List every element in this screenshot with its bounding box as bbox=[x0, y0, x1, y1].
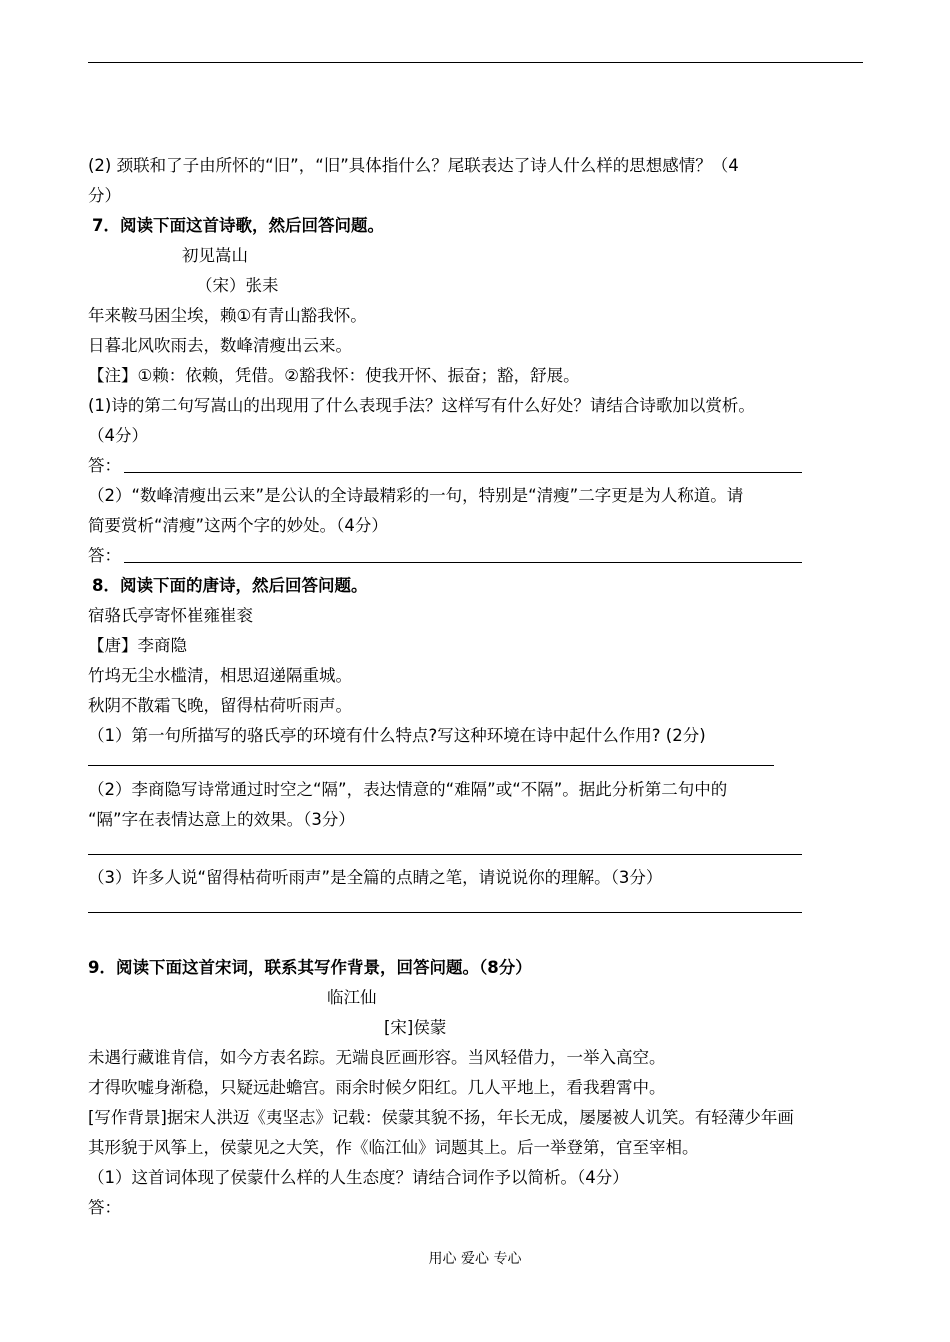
q7-poem-author: （宋）张耒 bbox=[196, 276, 279, 295]
q8-part2-line1: （2）李商隐写诗常通过时空之“隔”，表达情意的“难隔”或“不隔”。据此分析第二句中的 bbox=[88, 780, 728, 799]
page-footer: 用心 爱心 专心 bbox=[428, 1251, 522, 1267]
q9-background-line2: 其形貌于风筝上，侯蒙见之大笑，作《临江仙》词题其上。后一举登第，官至宰相。 bbox=[88, 1138, 699, 1157]
q7-part1-line1: (1)诗的第二句写嵩山的出现用了什么表现手法？这样写有什么好处？请结合诗歌加以赏析。 bbox=[88, 396, 755, 415]
q9-poem-line2: 才得吹嘘身渐稳，只疑远赴蟾宫。雨余时候夕阳红。几人平地上，看我碧霄中。 bbox=[88, 1078, 666, 1097]
q9-background-line1: [写作背景]据宋人洪迈《夷坚志》记载：侯蒙其貌不扬，年长无成，屡屡被人讥笑。有轻薄少年画 bbox=[88, 1108, 794, 1127]
q9-poem-line1: 未遇行藏谁肯信，如今方表名踪。无端良匠画形容。当风轻借力，一举入高空。 bbox=[88, 1048, 666, 1067]
q9-answer1-label: 答： bbox=[88, 1198, 121, 1217]
q8-poem-line2: 秋阴不散霜飞晚，留得枯荷听雨声。 bbox=[88, 696, 352, 715]
q7-note: 【注】①赖：依赖，凭借。②豁我怀：使我开怀、振奋；豁，舒展。 bbox=[88, 366, 580, 385]
header-rule bbox=[88, 62, 863, 63]
q9-part1: （1）这首词体现了侯蒙什么样的人生态度？请结合词作予以简析。（4分） bbox=[88, 1168, 629, 1187]
q7-answer2-label: 答： bbox=[88, 546, 121, 565]
q8-answer3-line[interactable] bbox=[88, 912, 802, 913]
q8-part3: （3）许多人说“留得枯荷听雨声”是全篇的点睛之笔，请说说你的理解。（3分） bbox=[88, 868, 663, 887]
q7-poem-line2: 日暮北风吹雨去，数峰清瘦出云来。 bbox=[88, 336, 352, 355]
q6-part2-line1: (2) 颈联和了子由所怀的“旧”，“旧”具体指什么？尾联表达了诗人什么样的思想感情？（4 bbox=[88, 156, 739, 175]
q7-poem-line1: 年来鞍马困尘埃，赖①有青山豁我怀。 bbox=[88, 306, 367, 325]
q9-heading: 9．阅读下面这首宋词，联系其写作背景，回答问题。（8分） bbox=[88, 958, 532, 977]
q7-part2-line1: （2）“数峰清瘦出云来”是公认的全诗最精彩的一句，特别是“清瘦”二字更是为人称道。请 bbox=[88, 486, 744, 505]
q7-heading: 7．阅读下面这首诗歌，然后回答问题。 bbox=[92, 216, 384, 235]
q8-answer1-line[interactable] bbox=[88, 765, 774, 766]
q7-part1-line2: （4分） bbox=[88, 426, 148, 445]
q8-poem-line1: 竹坞无尘水槛清，相思迢递隔重城。 bbox=[88, 666, 352, 685]
q7-answer1-line[interactable] bbox=[124, 472, 802, 473]
q8-part1: （1）第一句所描写的骆氏亭的环境有什么特点?写这种环境在诗中起什么作用? (2分) bbox=[88, 726, 706, 745]
q8-answer2-line[interactable] bbox=[88, 854, 802, 855]
q8-heading: 8．阅读下面的唐诗，然后回答问题。 bbox=[92, 576, 368, 595]
q9-poem-author: [宋]侯蒙 bbox=[384, 1018, 447, 1037]
q8-poem-author: 【唐】李商隐 bbox=[88, 636, 187, 655]
q7-answer1-label: 答： bbox=[88, 456, 121, 475]
q8-part2-line2: “隔”字在表情达意上的效果。（3分） bbox=[88, 810, 355, 829]
q7-poem-title: 初见嵩山 bbox=[182, 246, 248, 265]
q9-poem-title: 临江仙 bbox=[327, 988, 377, 1007]
q8-poem-title: 宿骆氏亭寄怀崔雍崔衮 bbox=[88, 606, 253, 625]
q7-answer2-line[interactable] bbox=[124, 562, 802, 563]
q7-part2-line2: 简要赏析“清瘦”这两个字的妙处。（4分） bbox=[88, 516, 388, 535]
q6-part2-line2: 分） bbox=[88, 186, 121, 205]
